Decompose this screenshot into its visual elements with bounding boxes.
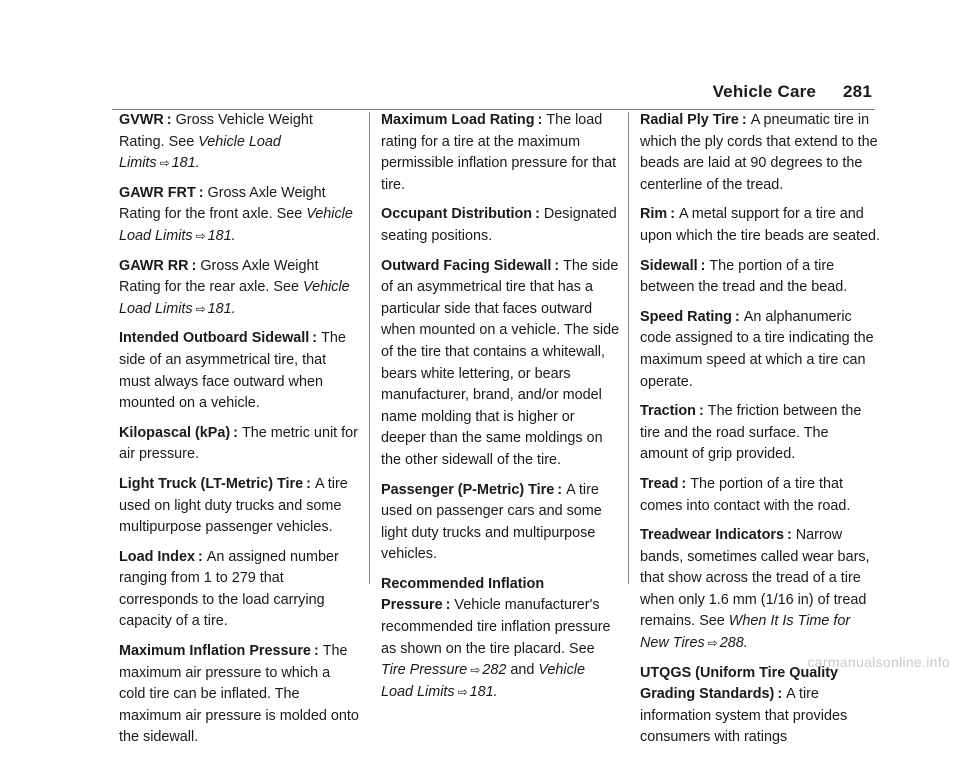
glossary-term: Intended Outboard Sidewall — [119, 330, 310, 347]
page-ref-arrow-icon: ⇨ — [195, 301, 206, 316]
glossary-definition: A tire used on passenger cars and some light duty trucks and multipurpose vehicles. — [381, 481, 602, 563]
glossary-definition: Narrow bands, sometimes called wear bars, that show across the tread of a tire when only 1.6 mm (1/16 in) of tread remains. — [640, 527, 870, 630]
glossary-definition: A pneumatic tire in which the ply cords that extend to the beads are laid at 90 degrees to the centerline of the tread. — [640, 112, 878, 193]
cross-reference-link[interactable]: Vehicle Load Limits — [381, 662, 586, 700]
glossary-term: Kilopascal (kPa) — [119, 424, 231, 441]
cross-reference-page[interactable]: 181 — [469, 683, 494, 700]
page-number: 281 — [843, 82, 872, 101]
column-divider — [369, 112, 370, 584]
glossary-entry — [119, 423, 359, 466]
glossary-entry — [381, 110, 621, 196]
glossary-definition: A tire information system that provides consumers with ratings — [640, 686, 848, 746]
term-separator: : — [557, 481, 563, 498]
glossary-definition: The side of an asymmetrical tire, that must always face outward when mounted on a vehicle. — [119, 330, 346, 412]
cross-reference-link[interactable]: Vehicle Load Limits — [119, 279, 350, 317]
page-ref-arrow-icon: ⇨ — [457, 684, 468, 699]
term-separator: : — [312, 330, 318, 347]
glossary-entry — [381, 574, 621, 704]
glossary-term: Sidewall — [640, 257, 698, 274]
term-separator: : — [166, 112, 172, 128]
sentence-end: . — [743, 635, 748, 652]
glossary-definition: The portion of a tire between the tread and the bead. — [640, 257, 848, 296]
glossary-term: Traction — [640, 403, 696, 420]
glossary-term: GAWR FRT — [119, 184, 196, 201]
glossary-term: Rim — [640, 206, 668, 223]
glossary-entry — [640, 110, 880, 196]
glossary-definition: Gross Vehicle Weight Rating. — [119, 112, 313, 150]
term-separator: : — [734, 308, 740, 325]
cross-reference-link[interactable]: Vehicle Load Limits — [119, 133, 281, 172]
glossary-definition: An assigned number ranging from 1 to 279 that corresponds to the load carrying capacity of a tire. — [119, 548, 339, 630]
glossary-definition: The metric unit for air pressure. — [119, 424, 358, 463]
glossary-definition: The load rating for a tire at the maximum permissible inflation pressure for that tire. — [381, 112, 617, 193]
glossary-entry — [119, 110, 359, 175]
page-ref-arrow-icon: ⇨ — [707, 636, 718, 651]
glossary-entry — [119, 474, 359, 539]
section-title: Vehicle Care — [712, 82, 817, 101]
glossary-term: Treadwear Indicators — [640, 527, 784, 544]
see-label: See — [699, 613, 725, 630]
cross-reference-link[interactable]: When It Is Time for New Tires — [640, 613, 851, 652]
term-separator: : — [698, 403, 704, 420]
term-separator: : — [700, 257, 706, 274]
glossary-entry — [119, 256, 359, 321]
glossary-term: Outward Facing Sidewall — [381, 257, 552, 274]
term-separator: : — [681, 475, 687, 492]
glossary-definition: The portion of a tire that comes into contact with the road. — [640, 475, 851, 514]
column-2 — [381, 110, 621, 711]
glossary-term: GVWR — [119, 112, 164, 128]
glossary-term: Radial Ply Tire — [640, 112, 739, 128]
term-separator: : — [537, 112, 543, 128]
term-separator: : — [535, 206, 540, 223]
glossary-term: UTQGS (Uniform Tire Quality Grading Standards) — [640, 664, 839, 703]
glossary-term: Occupant Distribution — [381, 206, 533, 223]
glossary-entry — [119, 328, 359, 414]
term-separator: : — [670, 206, 675, 223]
page-ref-arrow-icon: ⇨ — [159, 156, 170, 171]
glossary-entry — [640, 204, 880, 247]
sentence-end: . — [493, 683, 498, 700]
see-label: See — [273, 279, 299, 296]
glossary-definition: A metal support for a tire and upon which the tire beads are seated. — [640, 206, 881, 244]
cross-reference-page[interactable]: 282 — [482, 662, 507, 679]
glossary-definition: Vehicle manufacturer's recommended tire inflation pressure as shown on the tire placard. — [381, 597, 611, 657]
column-1 — [119, 110, 359, 757]
glossary-term: Speed Rating — [640, 308, 732, 325]
glossary-definition: The friction between the tire and the road surface. The amount of grip provided. — [640, 403, 862, 463]
glossary-definition: The side of an asymmetrical tire that has a particular side that faces outward when mounted on a vehicle. The side of the tire that contains a whitewall, bears white lettering, or bears manufacturer, brand, and/or model name molding that is higher or deeper than the same moldings on the other sidewall of the tire. — [381, 257, 620, 468]
page-header — [713, 82, 872, 102]
glossary-definition: Gross Axle Weight Rating for the rear axle. — [119, 257, 319, 296]
glossary-term: Maximum Load Rating — [381, 112, 535, 128]
page-ref-arrow-icon: ⇨ — [470, 663, 481, 678]
cross-reference-link[interactable]: Vehicle Load Limits — [119, 206, 353, 244]
glossary-entry — [640, 525, 880, 655]
term-separator: : — [306, 475, 311, 492]
glossary-definition: The maximum air pressure to which a cold tire can be inflated. The maximum air pressure is molded onto the sidewall. — [119, 643, 359, 746]
column-divider — [628, 112, 629, 584]
cross-reference-page[interactable]: 288 — [719, 635, 744, 652]
glossary-entry — [381, 256, 621, 472]
glossary-term: Tread — [640, 475, 679, 492]
sentence-end: . — [231, 300, 236, 317]
glossary-entry — [119, 183, 359, 248]
glossary-definition: Gross Axle Weight Rating for the front axle. — [119, 184, 326, 223]
page-ref-arrow-icon: ⇨ — [195, 228, 206, 243]
glossary-entry — [640, 307, 880, 393]
term-separator: : — [554, 257, 560, 274]
sentence-end: . — [231, 227, 236, 244]
term-separator: : — [197, 548, 203, 565]
term-separator: : — [741, 112, 747, 128]
cross-reference-page[interactable]: 181 — [207, 300, 232, 317]
cross-reference-page[interactable]: 181 — [207, 227, 232, 244]
glossary-entry — [640, 474, 880, 517]
see-label: See — [569, 640, 595, 657]
watermark: carmanualsonline.info — [807, 654, 950, 670]
glossary-entry — [640, 401, 880, 466]
glossary-entry — [640, 256, 880, 299]
glossary-definition: Designated seating positions. — [381, 206, 617, 244]
see-label: See — [168, 133, 195, 150]
glossary-definition: A tire used on light duty trucks and some multipurpose passenger vehicles. — [119, 475, 348, 536]
and-label: and — [510, 662, 535, 679]
glossary-entry — [381, 480, 621, 566]
glossary-term: Passenger (P-Metric) Tire — [381, 481, 555, 498]
see-label: See — [276, 206, 303, 223]
term-separator: : — [313, 643, 319, 660]
term-separator: : — [233, 424, 238, 441]
term-separator: : — [198, 184, 204, 201]
glossary-term: Load Index — [119, 548, 195, 565]
cross-reference-page[interactable]: 181 — [171, 155, 196, 172]
glossary-entry — [381, 204, 621, 247]
glossary-entry — [640, 663, 880, 749]
term-separator: : — [777, 686, 783, 703]
term-separator: : — [191, 257, 197, 274]
term-separator: : — [445, 597, 451, 614]
cross-reference-link[interactable]: Tire Pressure — [381, 662, 468, 679]
glossary-term: Recommended Inflation Pressure — [381, 575, 545, 614]
glossary-term: GAWR RR — [119, 257, 189, 274]
glossary-term: Light Truck (LT-Metric) Tire — [119, 475, 304, 492]
glossary-entry — [119, 641, 359, 749]
glossary-definition: An alphanumeric code assigned to a tire indicating the maximum speed at which a tire can operate. — [640, 308, 874, 390]
term-separator: : — [786, 527, 792, 544]
glossary-entry — [119, 547, 359, 633]
glossary-term: Maximum Inflation Pressure — [119, 643, 311, 660]
sentence-end: . — [195, 155, 200, 172]
